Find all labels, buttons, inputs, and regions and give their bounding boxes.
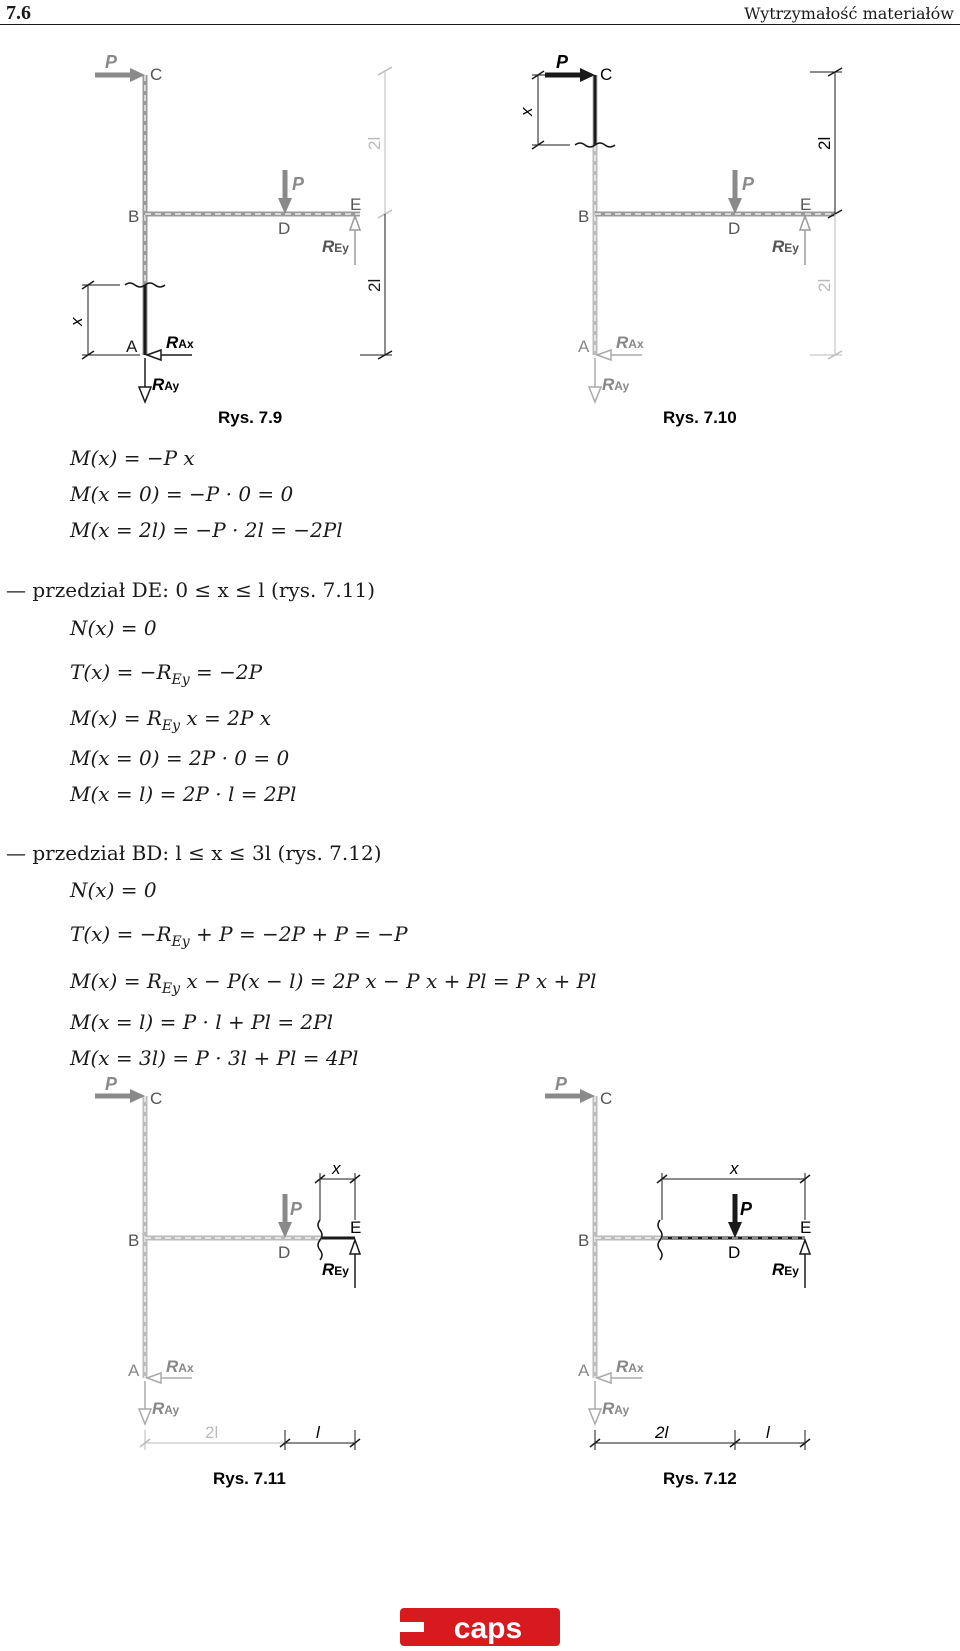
figure-7-11 bbox=[0, 1070, 470, 1500]
svg-text:l: l bbox=[766, 1423, 770, 1442]
section-heading: — przedział BD: l ≤ x ≤ 3l (rys. 7.12) bbox=[6, 841, 382, 865]
svg-text:B: B bbox=[578, 1231, 590, 1250]
node-E: E bbox=[350, 195, 362, 214]
svg-text:REy: REy bbox=[772, 237, 799, 256]
svg-text:RAy: RAy bbox=[602, 375, 630, 394]
svg-text:REy: REy bbox=[322, 1260, 349, 1279]
svg-text:A: A bbox=[128, 1361, 140, 1380]
svg-text:E: E bbox=[350, 1218, 362, 1237]
svg-text:RAy: RAy bbox=[602, 1399, 630, 1418]
svg-text:P: P bbox=[740, 1199, 753, 1219]
node-D: D bbox=[278, 219, 291, 238]
load-P: P bbox=[105, 52, 118, 72]
eq-line: M(x = 0) = −P · 0 = 0 bbox=[70, 482, 294, 506]
svg-text:P: P bbox=[556, 52, 569, 72]
figure-caption: Rys. 7.9 bbox=[218, 408, 283, 427]
svg-text:B: B bbox=[128, 1231, 140, 1250]
svg-text:C: C bbox=[600, 1089, 613, 1108]
svg-text:B: B bbox=[578, 207, 590, 226]
svg-text:2l: 2l bbox=[365, 278, 384, 292]
svg-text:D: D bbox=[728, 1243, 741, 1262]
svg-text:2l: 2l bbox=[815, 136, 834, 150]
svg-text:caps: caps bbox=[453, 1612, 523, 1645]
svg-text:C: C bbox=[600, 65, 613, 84]
svg-text:2l: 2l bbox=[815, 278, 834, 292]
figure-7-12 bbox=[450, 1070, 920, 1500]
svg-text:P: P bbox=[555, 1074, 568, 1094]
figure-7-10 bbox=[450, 30, 920, 430]
svg-text:RAy: RAy bbox=[152, 1399, 180, 1418]
svg-text:REy: REy bbox=[772, 1260, 799, 1279]
svg-text:Rys. 7.11: Rys. 7.11 bbox=[213, 1469, 286, 1488]
node-B: B bbox=[128, 207, 140, 226]
svg-text:RAx: RAx bbox=[166, 1357, 194, 1376]
svg-text:RAx: RAx bbox=[166, 333, 194, 352]
node-C: C bbox=[150, 65, 163, 84]
svg-text:Rys. 7.12: Rys. 7.12 bbox=[663, 1469, 737, 1488]
section-heading: — przedział DE: 0 ≤ x ≤ l (rys. 7.11) bbox=[6, 578, 376, 602]
svg-text:x: x bbox=[730, 1159, 739, 1178]
svg-text:C: C bbox=[150, 1089, 163, 1108]
svg-text:E: E bbox=[800, 195, 812, 214]
figure-7-9 bbox=[0, 30, 470, 430]
svg-text:x: x bbox=[67, 317, 86, 326]
svg-text:D: D bbox=[278, 1243, 291, 1262]
svg-text:x: x bbox=[332, 1159, 341, 1178]
svg-text:RAx: RAx bbox=[616, 1357, 644, 1376]
svg-text:Rys. 7.10: Rys. 7.10 bbox=[663, 408, 737, 427]
svg-text:RAy: RAy bbox=[152, 375, 180, 394]
svg-text:RAx: RAx bbox=[616, 333, 644, 352]
publisher-logo bbox=[400, 1608, 560, 1646]
eq-line: M(x = 2l) = −P · 2l = −2Pl bbox=[70, 518, 343, 542]
svg-text:P: P bbox=[105, 1074, 118, 1094]
section-number: 7.6 bbox=[6, 2, 31, 24]
svg-text:2l: 2l bbox=[655, 1423, 669, 1442]
svg-text:A: A bbox=[578, 1361, 590, 1380]
svg-text:x: x bbox=[517, 107, 536, 116]
svg-text:2l: 2l bbox=[365, 136, 384, 150]
svg-text:A: A bbox=[578, 337, 590, 356]
book-title: Wytrzymałość materiałów bbox=[744, 4, 954, 23]
page-header bbox=[0, 0, 960, 25]
svg-text:D: D bbox=[728, 219, 741, 238]
svg-text:l: l bbox=[316, 1423, 320, 1442]
node-A: A bbox=[126, 337, 138, 356]
load-P: P bbox=[292, 174, 305, 194]
svg-text:2l: 2l bbox=[205, 1423, 219, 1442]
svg-text:P: P bbox=[290, 1199, 303, 1219]
svg-text:E: E bbox=[800, 1218, 812, 1237]
svg-text:P: P bbox=[742, 174, 755, 194]
svg-text:REy: REy bbox=[322, 237, 349, 256]
eq-line: M(x) = −P x bbox=[70, 446, 195, 470]
